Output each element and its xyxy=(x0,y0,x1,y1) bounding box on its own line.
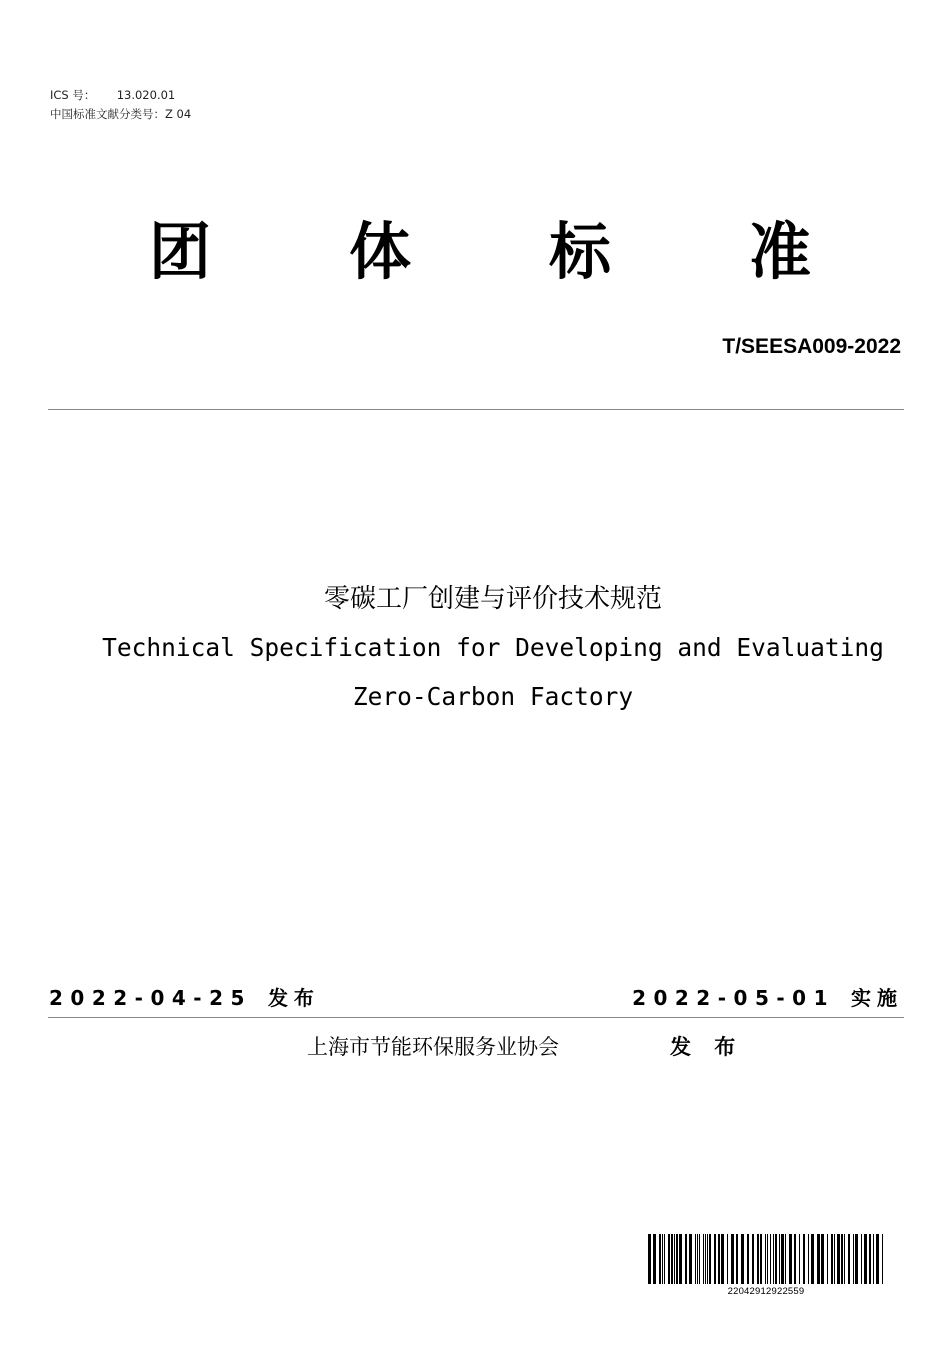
document-title-cn: 零碳工厂创建与评价技术规范 xyxy=(323,584,662,614)
document-title-en-line2: Zero-Carbon Factory xyxy=(352,682,634,711)
publisher-action: 发 布 xyxy=(670,1035,744,1059)
ics-value: 13.020.01 xyxy=(116,88,176,102)
publisher-name: 上海市节能环保服务业协会 xyxy=(307,1035,559,1059)
implement-date-block xyxy=(632,982,903,1011)
heading-char-3: 标 xyxy=(548,215,611,288)
ccs-value: Z 04 xyxy=(165,107,192,121)
document-title-en-line1: Technical Specification for Developing and Evaluating xyxy=(102,633,884,662)
heading-char-2: 体 xyxy=(348,215,411,288)
top-divider xyxy=(48,409,904,410)
heading-char-1: 团 xyxy=(148,215,211,288)
ccs-row xyxy=(50,105,191,124)
classification-info xyxy=(50,86,191,124)
standard-code: T/SEESA009-2022 xyxy=(722,335,901,358)
ics-label: ICS 号： xyxy=(50,88,96,102)
heading-char-4: 准 xyxy=(748,215,811,288)
bottom-divider xyxy=(48,1017,904,1018)
ccs-label: 中国标准文献分类号： xyxy=(50,107,165,121)
ics-row xyxy=(50,86,191,105)
group-standard-heading xyxy=(140,212,820,292)
publish-date-label: 发布 xyxy=(267,986,320,1010)
implement-date-label: 实施 xyxy=(851,986,903,1010)
barcode xyxy=(648,1234,884,1297)
publish-date-block xyxy=(49,982,320,1011)
barcode-bars xyxy=(648,1234,884,1284)
barcode-number: 22042912922559 xyxy=(727,1286,805,1297)
implement-date: 2022-05-01 xyxy=(632,986,835,1010)
publish-date: 2022-04-25 xyxy=(49,986,252,1010)
